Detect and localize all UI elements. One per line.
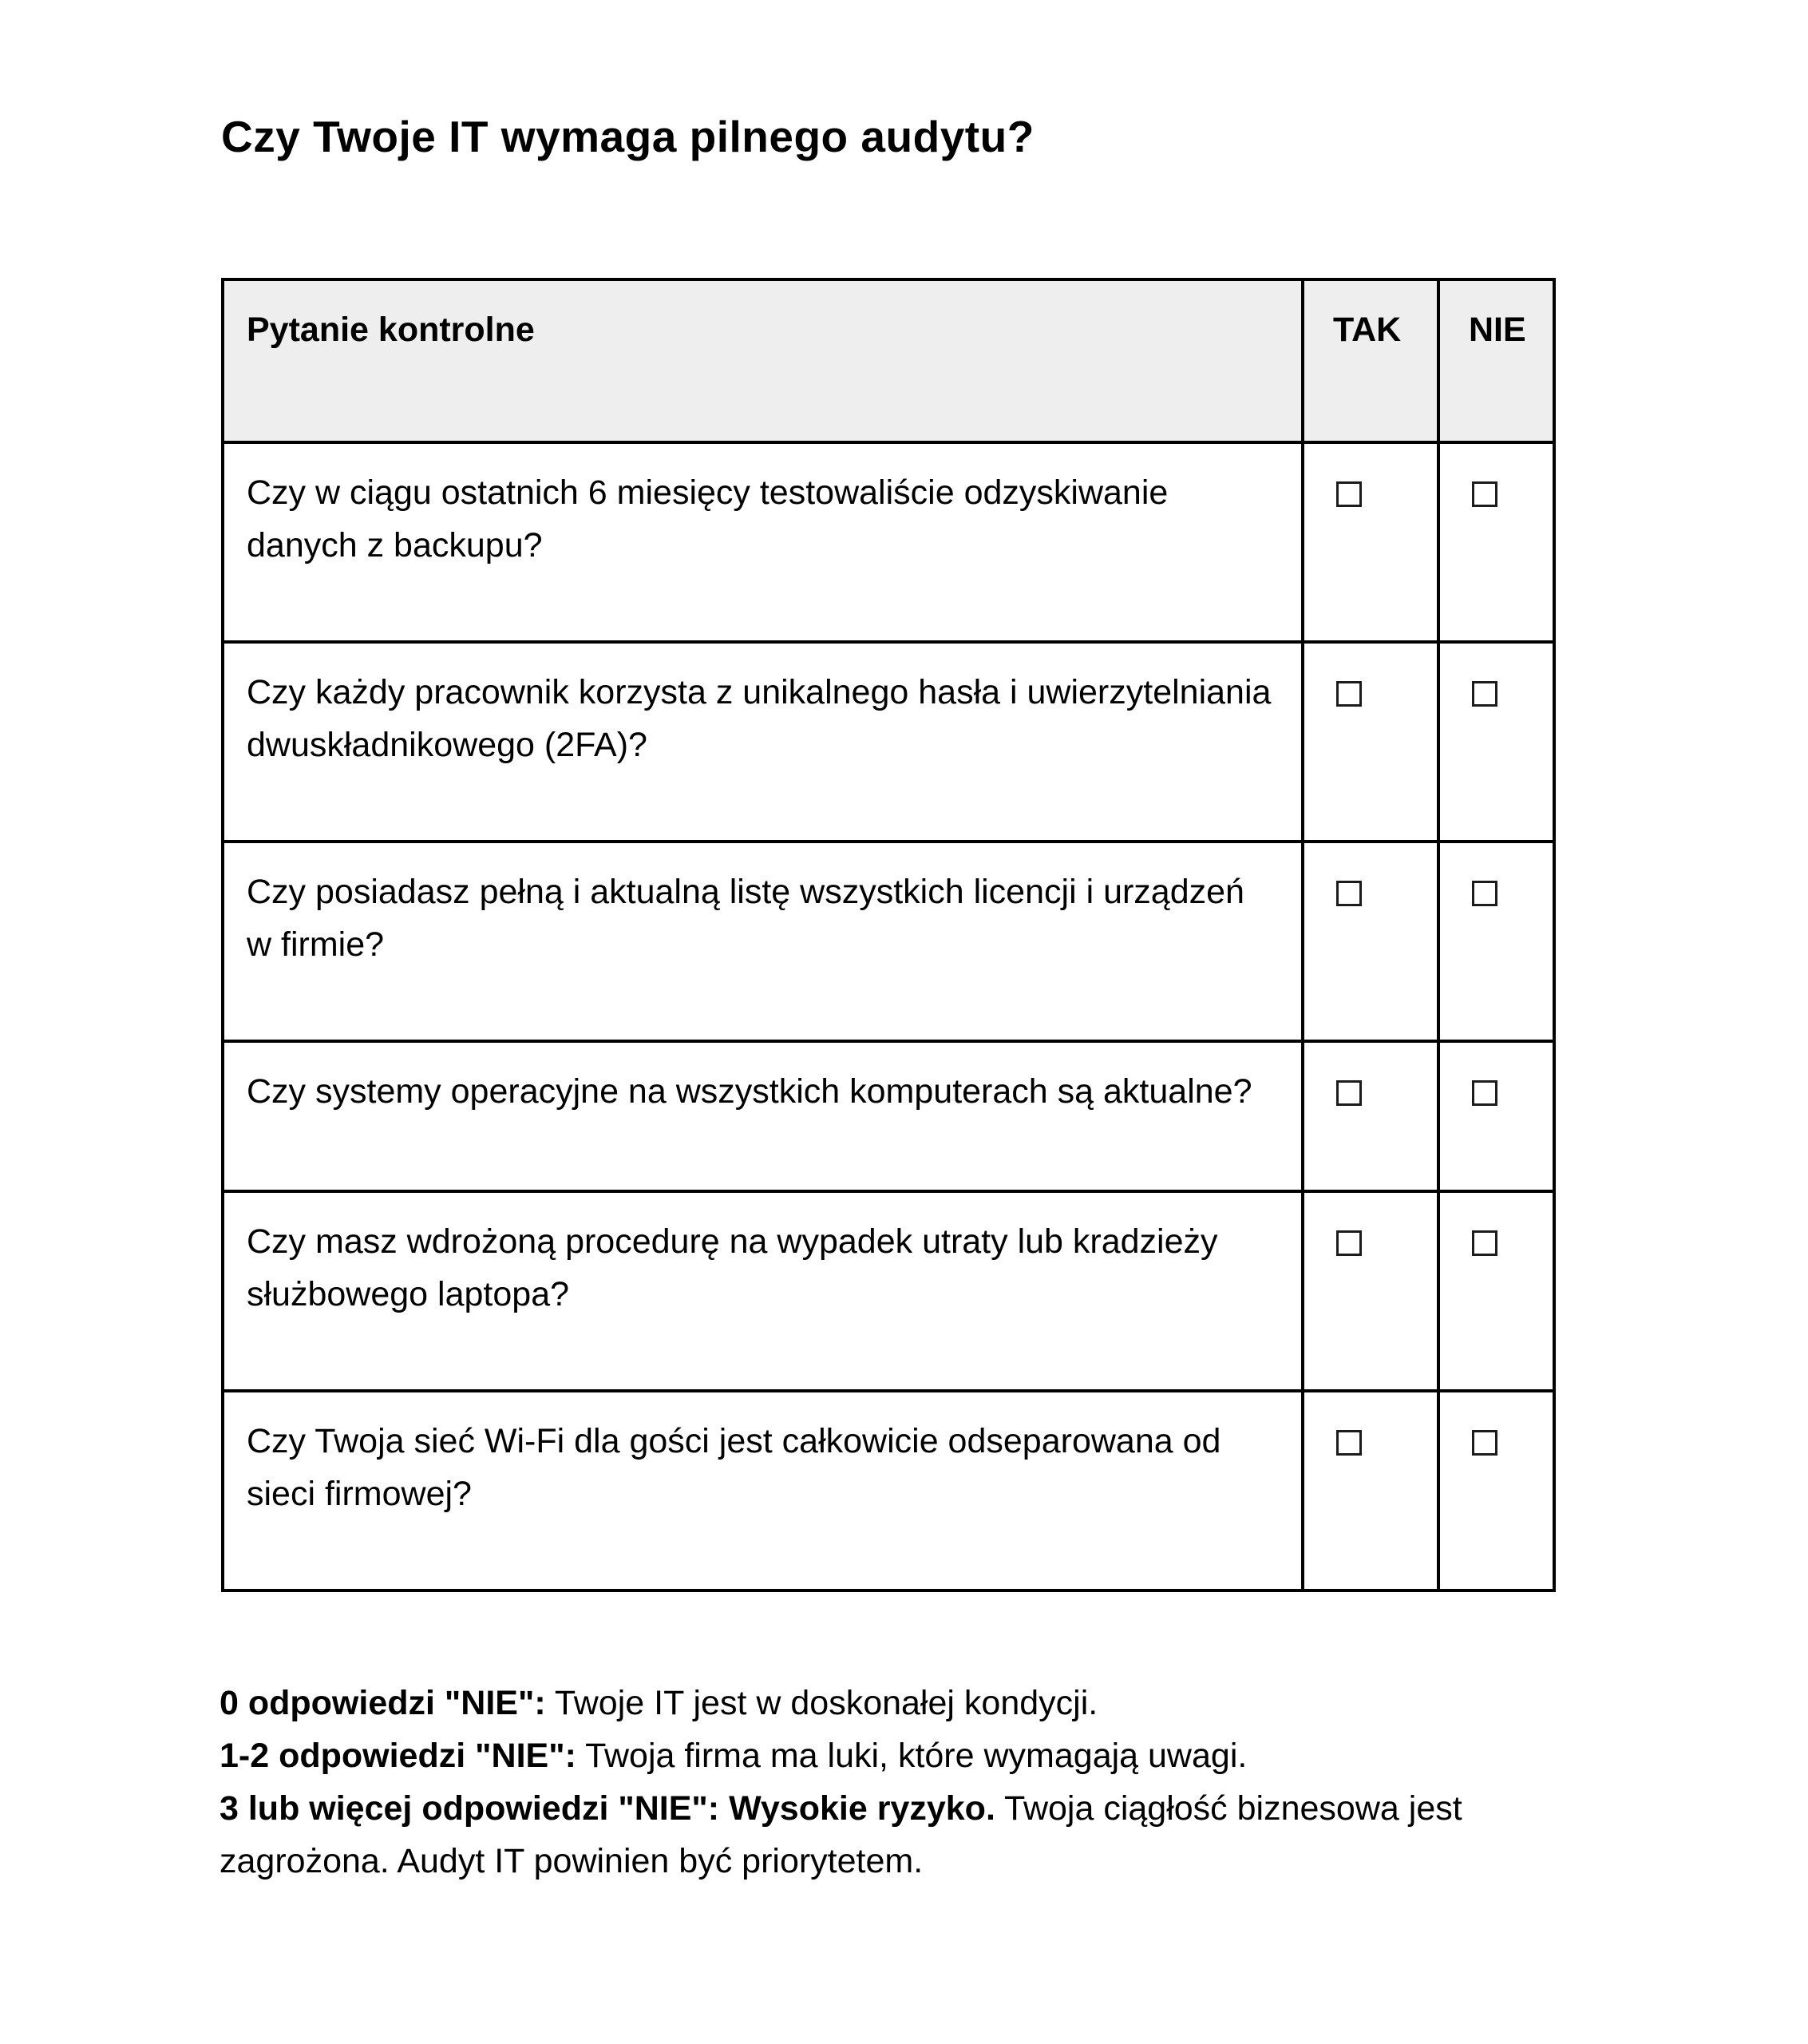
scoring-line-1-rest: Twoje IT jest w doskonałej kondycji. <box>545 1684 1098 1722</box>
question-cell: Czy każdy pracownik korzysta z unikalnego hasła i uwierzytelniania dwuskładnikowego (2FA)? <box>223 642 1303 842</box>
scoring-line-3 <box>220 1782 1596 1888</box>
no-checkbox[interactable] <box>1472 1430 1497 1456</box>
table-row <box>223 442 1554 642</box>
question-column-header: Pytanie kontrolne <box>223 279 1303 442</box>
yes-checkbox[interactable] <box>1336 481 1362 507</box>
question-cell: Czy masz wdrożoną procedurę na wypadek utraty lub kradzieży służbowego laptopa? <box>223 1191 1303 1391</box>
yes-checkbox[interactable] <box>1336 1430 1362 1456</box>
no-cell <box>1438 1191 1554 1391</box>
scoring-line-2-rest: Twoja firma ma luki, które wymagają uwagi. <box>576 1737 1248 1775</box>
yes-cell <box>1303 1191 1438 1391</box>
no-cell <box>1438 842 1554 1041</box>
yes-cell <box>1303 1391 1438 1590</box>
question-cell: Czy Twoja sieć Wi-Fi dla gości jest całkowicie odseparowana od sieci firmowej? <box>223 1391 1303 1590</box>
question-cell: Czy systemy operacyjne na wszystkich komputerach są aktualne? <box>223 1041 1303 1191</box>
table-row <box>223 842 1554 1041</box>
yes-cell <box>1303 1041 1438 1191</box>
no-checkbox[interactable] <box>1472 681 1497 707</box>
yes-cell <box>1303 642 1438 842</box>
scoring-line-1-bold: 0 odpowiedzi "NIE": <box>220 1684 546 1722</box>
table-header-row <box>223 279 1554 442</box>
scoring-summary <box>220 1677 1596 1888</box>
yes-cell <box>1303 842 1438 1041</box>
no-checkbox[interactable] <box>1472 1080 1497 1106</box>
yes-cell <box>1303 442 1438 642</box>
no-column-header: NIE <box>1438 279 1554 442</box>
page-title: Czy Twoje IT wymaga pilnego audytu? <box>221 112 1035 161</box>
scoring-line-1 <box>220 1677 1596 1729</box>
table-row <box>223 642 1554 842</box>
table-row <box>223 1041 1554 1191</box>
no-cell <box>1438 1041 1554 1191</box>
no-cell <box>1438 642 1554 842</box>
no-checkbox[interactable] <box>1472 1230 1497 1256</box>
scoring-line-2-bold: 1-2 odpowiedzi "NIE": <box>220 1737 576 1775</box>
scoring-line-3-rest: Twoja ciągłość biznesowa jest zagrożona. Audyt IT powinien być priorytetem. <box>220 1789 1462 1880</box>
no-cell <box>1438 442 1554 642</box>
question-cell: Czy posiadasz pełną i aktualną listę wszystkich licencji i urządzeń w firmie? <box>223 842 1303 1041</box>
scoring-line-2 <box>220 1729 1596 1782</box>
no-cell <box>1438 1391 1554 1590</box>
yes-checkbox[interactable] <box>1336 1080 1362 1106</box>
question-cell: Czy w ciągu ostatnich 6 miesięcy testowaliście odzyskiwanie danych z backupu? <box>223 442 1303 642</box>
yes-checkbox[interactable] <box>1336 681 1362 707</box>
no-checkbox[interactable] <box>1472 481 1497 507</box>
table-row <box>223 1191 1554 1391</box>
yes-checkbox[interactable] <box>1336 881 1362 906</box>
yes-column-header: TAK <box>1303 279 1438 442</box>
no-checkbox[interactable] <box>1472 881 1497 906</box>
audit-checklist-table <box>221 278 1556 1592</box>
table-row <box>223 1391 1554 1590</box>
yes-checkbox[interactable] <box>1336 1230 1362 1256</box>
scoring-line-3-bold: 3 lub więcej odpowiedzi "NIE": Wysokie ryzyko. <box>220 1789 995 1828</box>
